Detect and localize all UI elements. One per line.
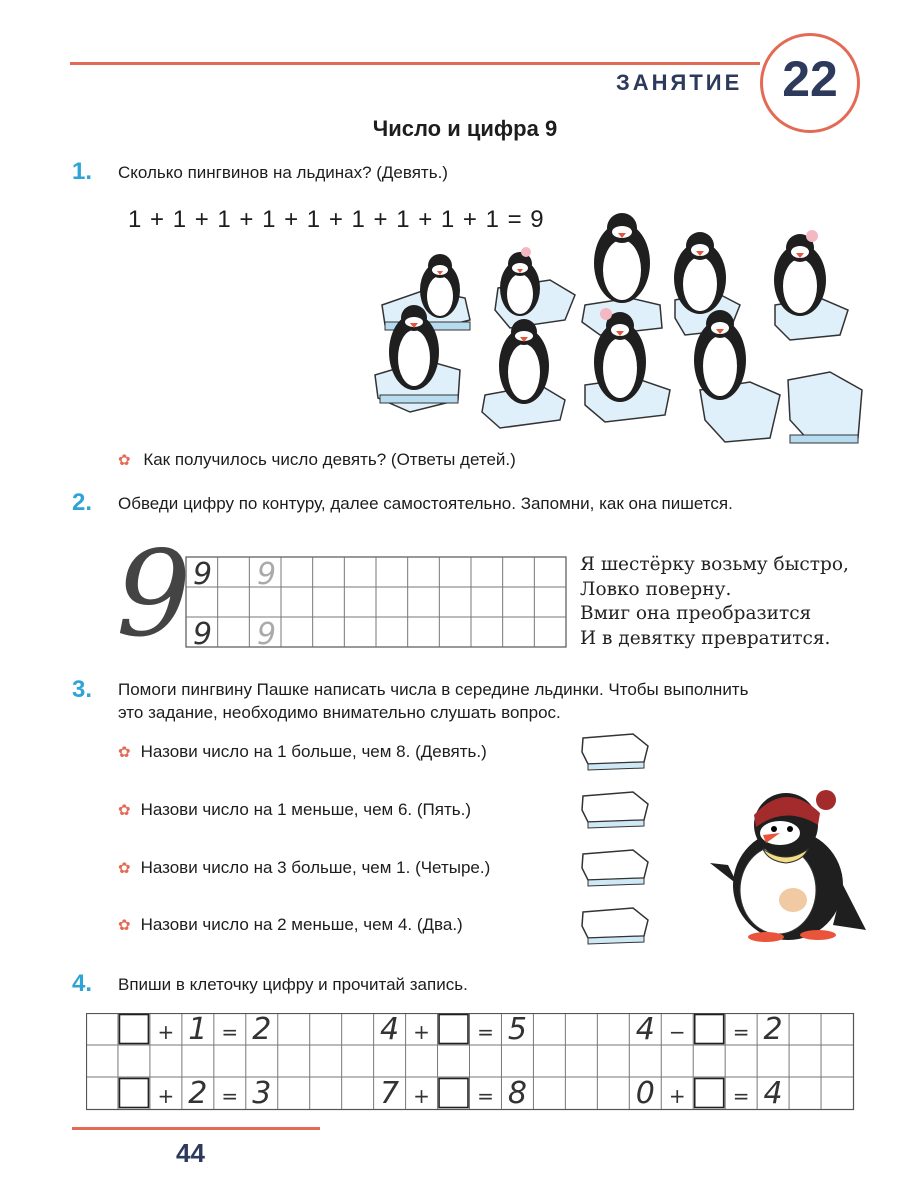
dotted-nine: 9: [257, 617, 277, 651]
operand-b: 2: [188, 1076, 208, 1111]
poem-line: И в девятку превратится.: [580, 627, 831, 649]
task3-text-line2: это задание, необходимо внимательно слушать вопрос.: [118, 703, 561, 722]
answer-box[interactable]: [439, 1015, 468, 1044]
result: 2: [763, 1013, 783, 1047]
poem-line: Я шестёрку возьму быстро,: [580, 554, 849, 575]
task1-question: [118, 450, 516, 470]
task3-question-3: ✿ Назови число на 3 больше, чем 1. (Четыре.): [118, 858, 491, 877]
task4-number: 4.: [72, 970, 93, 997]
flower-bullet-icon: ✿: [118, 802, 131, 819]
result: 2: [252, 1013, 272, 1047]
equals-sign: =: [732, 1084, 750, 1108]
big-digit-nine: 9: [116, 525, 192, 663]
page-title: Число и цифра 9: [372, 116, 558, 141]
ice-answer-box: [582, 734, 648, 764]
penguins-on-ice-illustration: [370, 210, 870, 450]
poem-line: Ловко поверну.: [580, 578, 732, 600]
operator: +: [668, 1084, 686, 1108]
operand-a: 7: [380, 1076, 400, 1111]
ice-answer-box: [582, 850, 648, 880]
result: 5: [507, 1013, 527, 1047]
operand-b: 1: [188, 1013, 208, 1047]
ice-answer-boxes: [578, 732, 654, 947]
equals-sign: =: [477, 1020, 494, 1044]
footer-rule: [72, 1127, 320, 1130]
ice-answer-box: [582, 792, 648, 822]
lesson-label: ЗАНЯТИЕ: [616, 70, 743, 95]
operator: +: [413, 1084, 430, 1108]
answer-box[interactable]: [439, 1079, 468, 1108]
task2-text: Обведи цифру по контуру, далее самостоятельно. Запомни, как она пишется.: [118, 494, 733, 513]
flower-bullet-icon: ✿: [118, 452, 131, 469]
operand-a: 4: [380, 1013, 400, 1047]
operand-a: 0: [635, 1076, 655, 1111]
traced-nine: 9: [193, 617, 213, 651]
equals-sign: =: [732, 1020, 750, 1044]
ice-answer-box: [582, 908, 648, 938]
header-rule: [70, 62, 760, 65]
poem: [580, 553, 849, 651]
operator: −: [668, 1020, 686, 1044]
answer-box[interactable]: [695, 1015, 724, 1044]
flower-bullet-icon: ✿: [118, 860, 131, 877]
result: 8: [507, 1076, 527, 1111]
result: 4: [763, 1076, 783, 1111]
task2-number: 2.: [72, 489, 93, 516]
flower-bullet-icon: ✿: [118, 744, 131, 761]
page-number: 44: [176, 1138, 205, 1168]
task1-question-text: Как получилось число девять? (Ответы детей.): [143, 450, 516, 469]
task1-equation: 1 + 1 + 1 + 1 + 1 + 1 + 1 + 1 + 1 = 9: [128, 206, 545, 233]
lesson-number: 22: [782, 51, 838, 107]
penguin-pashka-illustration: [708, 785, 868, 945]
task3-text-line1: Помоги пингвину Пашке написать числа в середине льдинки. Чтобы выполнить: [118, 680, 749, 699]
operator: +: [157, 1084, 175, 1108]
answer-box[interactable]: [119, 1079, 148, 1108]
task3-number: 3.: [72, 676, 93, 703]
task1-text: Сколько пингвинов на льдинах? (Девять.): [118, 163, 448, 182]
dotted-nine: 9: [257, 557, 277, 592]
answer-box[interactable]: [119, 1015, 148, 1044]
traced-nine: 9: [193, 557, 213, 592]
equals-sign: =: [221, 1084, 239, 1108]
operator: +: [157, 1020, 175, 1044]
digit-practice-grid[interactable]: [185, 556, 570, 651]
result: 3: [252, 1076, 272, 1111]
answer-box[interactable]: [695, 1079, 724, 1108]
poem-line: Вмиг она преобразится: [580, 603, 812, 624]
task3-question-4: ✿ Назови число на 2 меньше, чем 4. (Два.): [118, 915, 463, 934]
task3-question-1: ✿ Назови число на 1 больше, чем 8. (Девять.): [118, 742, 487, 761]
equals-sign: =: [477, 1084, 494, 1108]
task1-number: 1.: [72, 158, 93, 185]
task4-text: Впиши в клеточку цифру и прочитай запись.: [118, 975, 468, 994]
task4-grid[interactable]: [86, 1013, 856, 1111]
task3-question-2: ✿ Назови число на 1 меньше, чем 6. (Пять.): [118, 800, 471, 819]
equals-sign: =: [221, 1020, 239, 1044]
flower-bullet-icon: ✿: [118, 917, 131, 934]
operand-a: 4: [635, 1013, 655, 1047]
operator: +: [413, 1020, 430, 1044]
